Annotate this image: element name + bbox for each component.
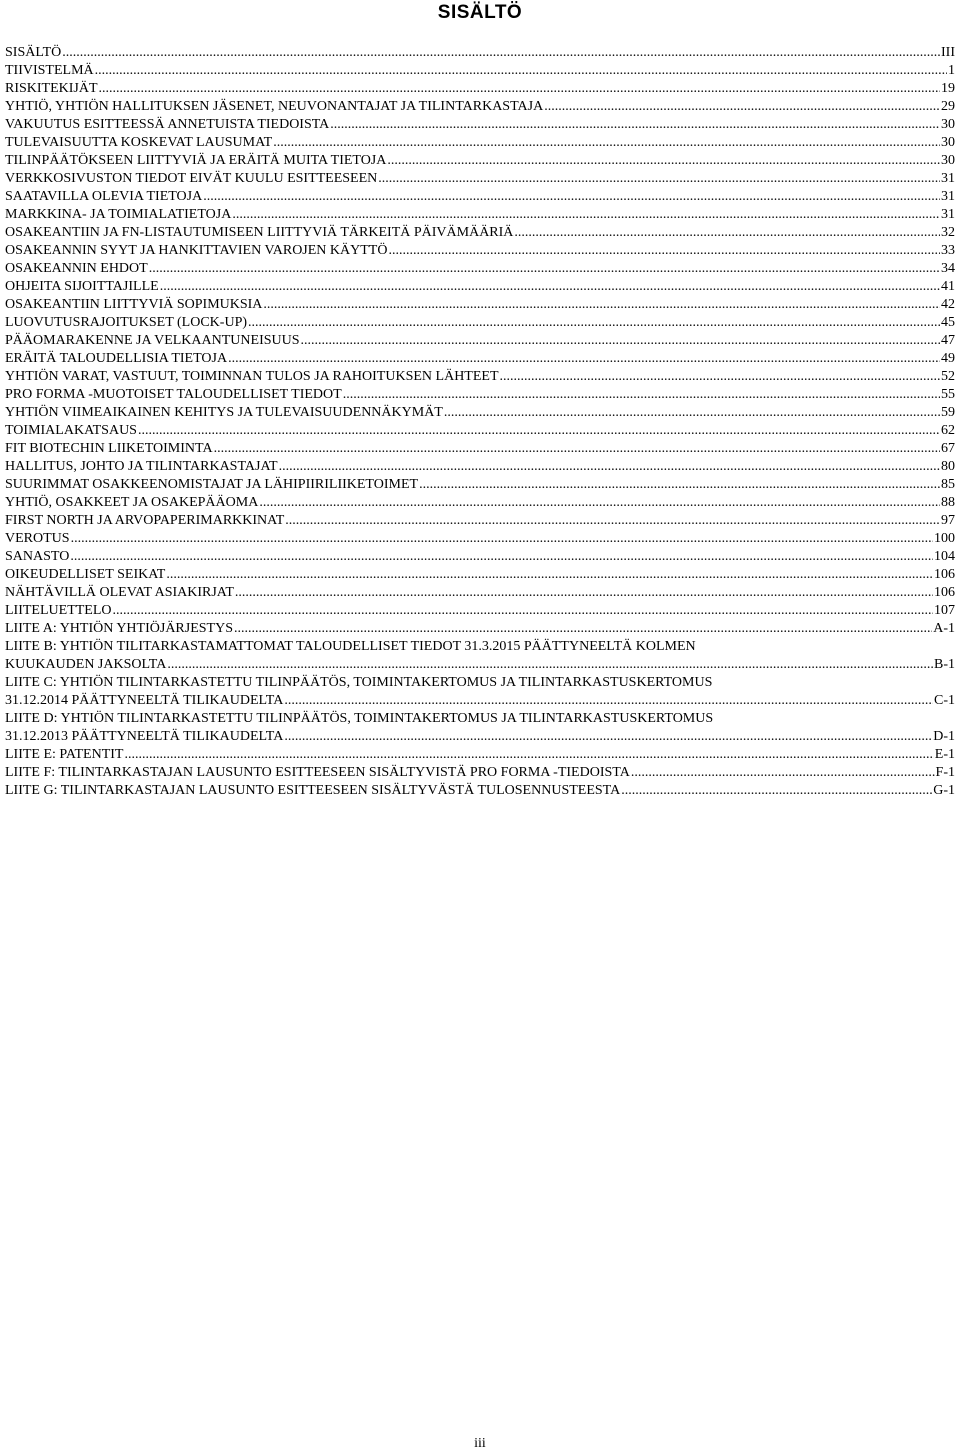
dot-leader <box>248 314 940 332</box>
toc-entry-label: YHTIÖN VIIMEAIKAINEN KEHITYS JA TULEVAISUUDENNÄKYMÄT <box>5 405 443 420</box>
toc-entry-page: 41 <box>941 279 955 294</box>
toc-entry-page: B-1 <box>934 657 955 672</box>
toc-entry-page: E-1 <box>934 747 955 762</box>
dot-leader <box>621 782 932 800</box>
toc-entry-label-line1: LIITE C: YHTIÖN TILINTARKASTETTU TILINPÄÄTÖS, TOIMINTAKERTOMUS JA TILINTARKASTUSKERTOMUS <box>5 675 713 690</box>
dot-leader <box>388 242 940 260</box>
dot-leader <box>232 206 940 224</box>
toc-entry-label: VERKKOSIVUSTON TIEDOT EIVÄT KUULU ESITTEESEEN <box>5 171 378 186</box>
toc-entry-page: 49 <box>941 351 955 366</box>
dot-leader <box>228 350 940 368</box>
dot-leader <box>284 728 932 746</box>
toc-entry-page: 30 <box>941 153 955 168</box>
toc-entry[interactable] <box>5 494 955 512</box>
toc-entry-label: VEROTUS <box>5 531 70 546</box>
toc-entry-label: FIRST NORTH JA ARVOPAPERIMARKKINAT <box>5 513 285 528</box>
toc-entry[interactable] <box>5 476 955 494</box>
toc-entry[interactable] <box>5 512 955 530</box>
toc-entry-page: 42 <box>941 297 955 312</box>
dot-leader <box>263 296 940 314</box>
dot-leader <box>544 98 940 116</box>
toc-entry-label: OSAKEANTIIN LIITTYVIÄ SOPIMUKSIA <box>5 297 263 312</box>
toc-entry-label: RISKITEKIJÄT <box>5 81 98 96</box>
dot-leader <box>500 368 940 386</box>
dot-leader <box>160 278 940 296</box>
toc-entry[interactable] <box>5 116 955 134</box>
toc-entry-label: OIKEUDELLISET SEIKAT <box>5 567 166 582</box>
toc-entry-page: 1 <box>948 63 955 78</box>
dot-leader <box>284 692 933 710</box>
toc-entry[interactable] <box>5 422 955 440</box>
dot-leader <box>514 224 940 242</box>
toc-entry-page: 31 <box>941 171 955 186</box>
toc-entry-page: F-1 <box>935 765 955 780</box>
toc-entry-label: LIITE F: TILINTARKASTAJAN LAUSUNTO ESITTEESEEN SISÄLTYVISTÄ PRO FORMA -TIEDOISTA <box>5 765 630 780</box>
toc-entry[interactable] <box>5 386 955 404</box>
toc-entry-page: 31 <box>941 207 955 222</box>
toc-entry-page: D-1 <box>933 729 955 744</box>
toc-entry-label: NÄHTÄVILLÄ OLEVAT ASIAKIRJAT <box>5 585 234 600</box>
toc-entry[interactable] <box>5 548 955 566</box>
toc-entry[interactable] <box>5 602 955 620</box>
toc-entry-page: 97 <box>941 513 955 528</box>
toc-entry-page: C-1 <box>934 693 955 708</box>
toc-entry-label-line1: LIITE B: YHTIÖN TILITARKASTAMATTOMAT TALOUDELLISET TIEDOT 31.3.2015 PÄÄTTYNEELTÄ KOLMEN <box>5 639 696 654</box>
toc-entry-page: 107 <box>934 603 955 618</box>
toc-entry[interactable] <box>5 782 955 800</box>
toc-entry-label: OSAKEANTIIN JA FN-LISTAUTUMISEEN LIITTYVIÄ TÄRKEITÄ PÄIVÄMÄÄRIÄ <box>5 225 514 240</box>
toc-entry-page: 88 <box>941 495 955 510</box>
dot-leader <box>330 116 940 134</box>
toc-entry[interactable] <box>5 98 955 116</box>
toc-entry[interactable] <box>5 296 955 314</box>
toc-entry-label: HALLITUS, JOHTO JA TILINTARKASTAJAT <box>5 459 278 474</box>
toc-entry-page: 67 <box>941 441 955 456</box>
toc-entry[interactable] <box>5 710 955 746</box>
toc-entry-label-line2: KUUKAUDEN JAKSOLTA <box>5 657 167 672</box>
page-number: iii <box>474 1436 486 1451</box>
toc-entry[interactable] <box>5 746 955 764</box>
toc-entry-label-line2: 31.12.2013 PÄÄTTYNEELTÄ TILIKAUDELTA <box>5 729 284 744</box>
toc-entry-page: 100 <box>934 531 955 546</box>
dot-leader <box>113 602 933 620</box>
toc-entry-page: 30 <box>941 135 955 150</box>
toc-entry-label: OHJEITA SIJOITTAJILLE <box>5 279 159 294</box>
toc-entry-label: LIITE G: TILINTARKASTAJAN LAUSUNTO ESITTEESEEN SISÄLTYVÄSTÄ TULOSENNUSTEESTA <box>5 783 621 798</box>
toc-entry-label: PÄÄOMARAKENNE JA VELKAANTUNEISUUS <box>5 333 300 348</box>
toc-entry-page: 106 <box>934 567 955 582</box>
toc-entry-page: 29 <box>941 99 955 114</box>
dot-leader <box>279 458 940 476</box>
dot-leader <box>419 476 940 494</box>
toc-entry-page: A-1 <box>933 621 955 636</box>
toc-entry-label: YHTIÖ, YHTIÖN HALLITUKSEN JÄSENET, NEUVONANTAJAT JA TILINTARKASTAJA <box>5 99 544 114</box>
toc-entry-label: OSAKEANNIN SYYT JA HANKITTAVIEN VAROJEN KÄYTTÖ <box>5 243 388 258</box>
toc-entry[interactable] <box>5 530 955 548</box>
toc-entry[interactable] <box>5 584 955 602</box>
toc-entry-label: TOIMIALAKATSAUS <box>5 423 137 438</box>
toc-entry[interactable] <box>5 188 955 206</box>
toc-entry-label: VAKUUTUS ESITTEESSÄ ANNETUISTA TIEDOISTA <box>5 117 330 132</box>
toc-entry[interactable] <box>5 314 955 332</box>
dot-leader <box>343 386 940 404</box>
toc-entry-label: LIITE E: PATENTIT <box>5 747 124 762</box>
dot-leader <box>95 62 947 80</box>
toc-entry-label: YHTIÖN VARAT, VASTUUT, TOIMINNAN TULOS JA RAHOITUKSEN LÄHTEET <box>5 369 499 384</box>
toc-entry[interactable] <box>5 44 955 62</box>
dot-leader <box>71 530 933 548</box>
toc-entry-page: 52 <box>941 369 955 384</box>
toc-entry-page: 31 <box>941 189 955 204</box>
toc-entry[interactable] <box>5 404 955 422</box>
toc-entry-page: 33 <box>941 243 955 258</box>
toc-entry-label: SISÄLTÖ <box>5 45 62 60</box>
toc-entry[interactable] <box>5 260 955 278</box>
dot-leader <box>214 440 940 458</box>
dot-leader <box>259 494 940 512</box>
table-of-contents <box>5 44 955 800</box>
toc-entry[interactable] <box>5 80 955 98</box>
toc-entry-page: 47 <box>941 333 955 348</box>
toc-entry-page: 19 <box>941 81 955 96</box>
toc-entry-page: 55 <box>941 387 955 402</box>
toc-entry[interactable] <box>5 134 955 152</box>
toc-entry[interactable] <box>5 440 955 458</box>
toc-entry-page: 45 <box>941 315 955 330</box>
toc-entry-label: TILINPÄÄTÖKSEEN LIITTYVIÄ JA ERÄITÄ MUITA TIETOJA <box>5 153 387 168</box>
dot-leader <box>99 80 940 98</box>
toc-entry[interactable] <box>5 458 955 476</box>
toc-entry-page: III <box>941 45 955 60</box>
dot-leader <box>138 422 940 440</box>
toc-entry-label: SAATAVILLA OLEVIA TIETOJA <box>5 189 203 204</box>
toc-entry-label: PRO FORMA -MUOTOISET TALOUDELLISET TIEDOT <box>5 387 342 402</box>
dot-leader <box>167 656 933 674</box>
toc-entry-label: OSAKEANNIN EHDOT <box>5 261 148 276</box>
dot-leader <box>62 44 940 62</box>
toc-entry[interactable] <box>5 62 955 80</box>
toc-entry-label: MARKKINA- JA TOIMIALATIETOJA <box>5 207 232 222</box>
toc-entry-page: 59 <box>941 405 955 420</box>
toc-entry-page: 62 <box>941 423 955 438</box>
dot-leader <box>124 746 933 764</box>
toc-entry-page: 104 <box>934 549 955 564</box>
toc-entry-page: 32 <box>941 225 955 240</box>
toc-entry-page: 106 <box>934 585 955 600</box>
toc-entry[interactable] <box>5 764 955 782</box>
dot-leader <box>203 188 940 206</box>
toc-entry[interactable] <box>5 278 955 296</box>
toc-entry-page: 30 <box>941 117 955 132</box>
dot-leader <box>285 512 940 530</box>
toc-entry-label: SUURIMMAT OSAKKEENOMISTAJAT JA LÄHIPIIRILIIKETOIMET <box>5 477 419 492</box>
toc-entry[interactable] <box>5 152 955 170</box>
toc-entry[interactable] <box>5 638 955 674</box>
page-title: SISÄLTÖ <box>437 2 523 23</box>
toc-entry-label-line1: LIITE D: YHTIÖN TILINTARKASTETTU TILINPÄÄTÖS, TOIMINTAKERTOMUS JA TILINTARKASTUSKERTOMUS <box>5 711 714 726</box>
toc-entry-page: 85 <box>941 477 955 492</box>
toc-entry[interactable] <box>5 350 955 368</box>
dot-leader <box>301 332 940 350</box>
toc-entry[interactable] <box>5 674 955 710</box>
toc-entry[interactable] <box>5 620 955 638</box>
toc-entry-label: LIITE A: YHTIÖN YHTIÖJÄRJESTYS <box>5 621 233 636</box>
toc-entry[interactable] <box>5 566 955 584</box>
toc-entry-label: TULEVAISUUTTA KOSKEVAT LAUSUMAT <box>5 135 273 150</box>
toc-entry-label-line2: 31.12.2014 PÄÄTTYNEELTÄ TILIKAUDELTA <box>5 693 284 708</box>
dot-leader <box>387 152 940 170</box>
toc-entry-page: 80 <box>941 459 955 474</box>
toc-entry[interactable] <box>5 206 955 224</box>
toc-entry-label: ERÄITÄ TALOUDELLISIA TIETOJA <box>5 351 228 366</box>
toc-entry[interactable] <box>5 224 955 242</box>
toc-entry-label: LIITELUETTELO <box>5 603 112 618</box>
dot-leader <box>234 620 932 638</box>
toc-entry[interactable] <box>5 368 955 386</box>
dot-leader <box>166 566 933 584</box>
toc-entry-page: G-1 <box>933 783 955 798</box>
toc-entry-label: FIT BIOTECHIN LIIKETOIMINTA <box>5 441 213 456</box>
dot-leader <box>444 404 940 422</box>
dot-leader <box>235 584 933 602</box>
toc-entry-page: 34 <box>941 261 955 276</box>
dot-leader <box>378 170 940 188</box>
dot-leader <box>631 764 935 782</box>
toc-entry[interactable] <box>5 332 955 350</box>
toc-entry-label: LUOVUTUSRAJOITUKSET (LOCK-UP) <box>5 315 248 330</box>
toc-entry-label: YHTIÖ, OSAKKEET JA OSAKEPÄÄOMA <box>5 495 259 510</box>
dot-leader <box>149 260 940 278</box>
toc-entry[interactable] <box>5 242 955 260</box>
toc-entry[interactable] <box>5 170 955 188</box>
toc-entry-label: TIIVISTELMÄ <box>5 63 94 78</box>
toc-entry-label: SANASTO <box>5 549 70 564</box>
dot-leader <box>70 548 933 566</box>
dot-leader <box>273 134 940 152</box>
